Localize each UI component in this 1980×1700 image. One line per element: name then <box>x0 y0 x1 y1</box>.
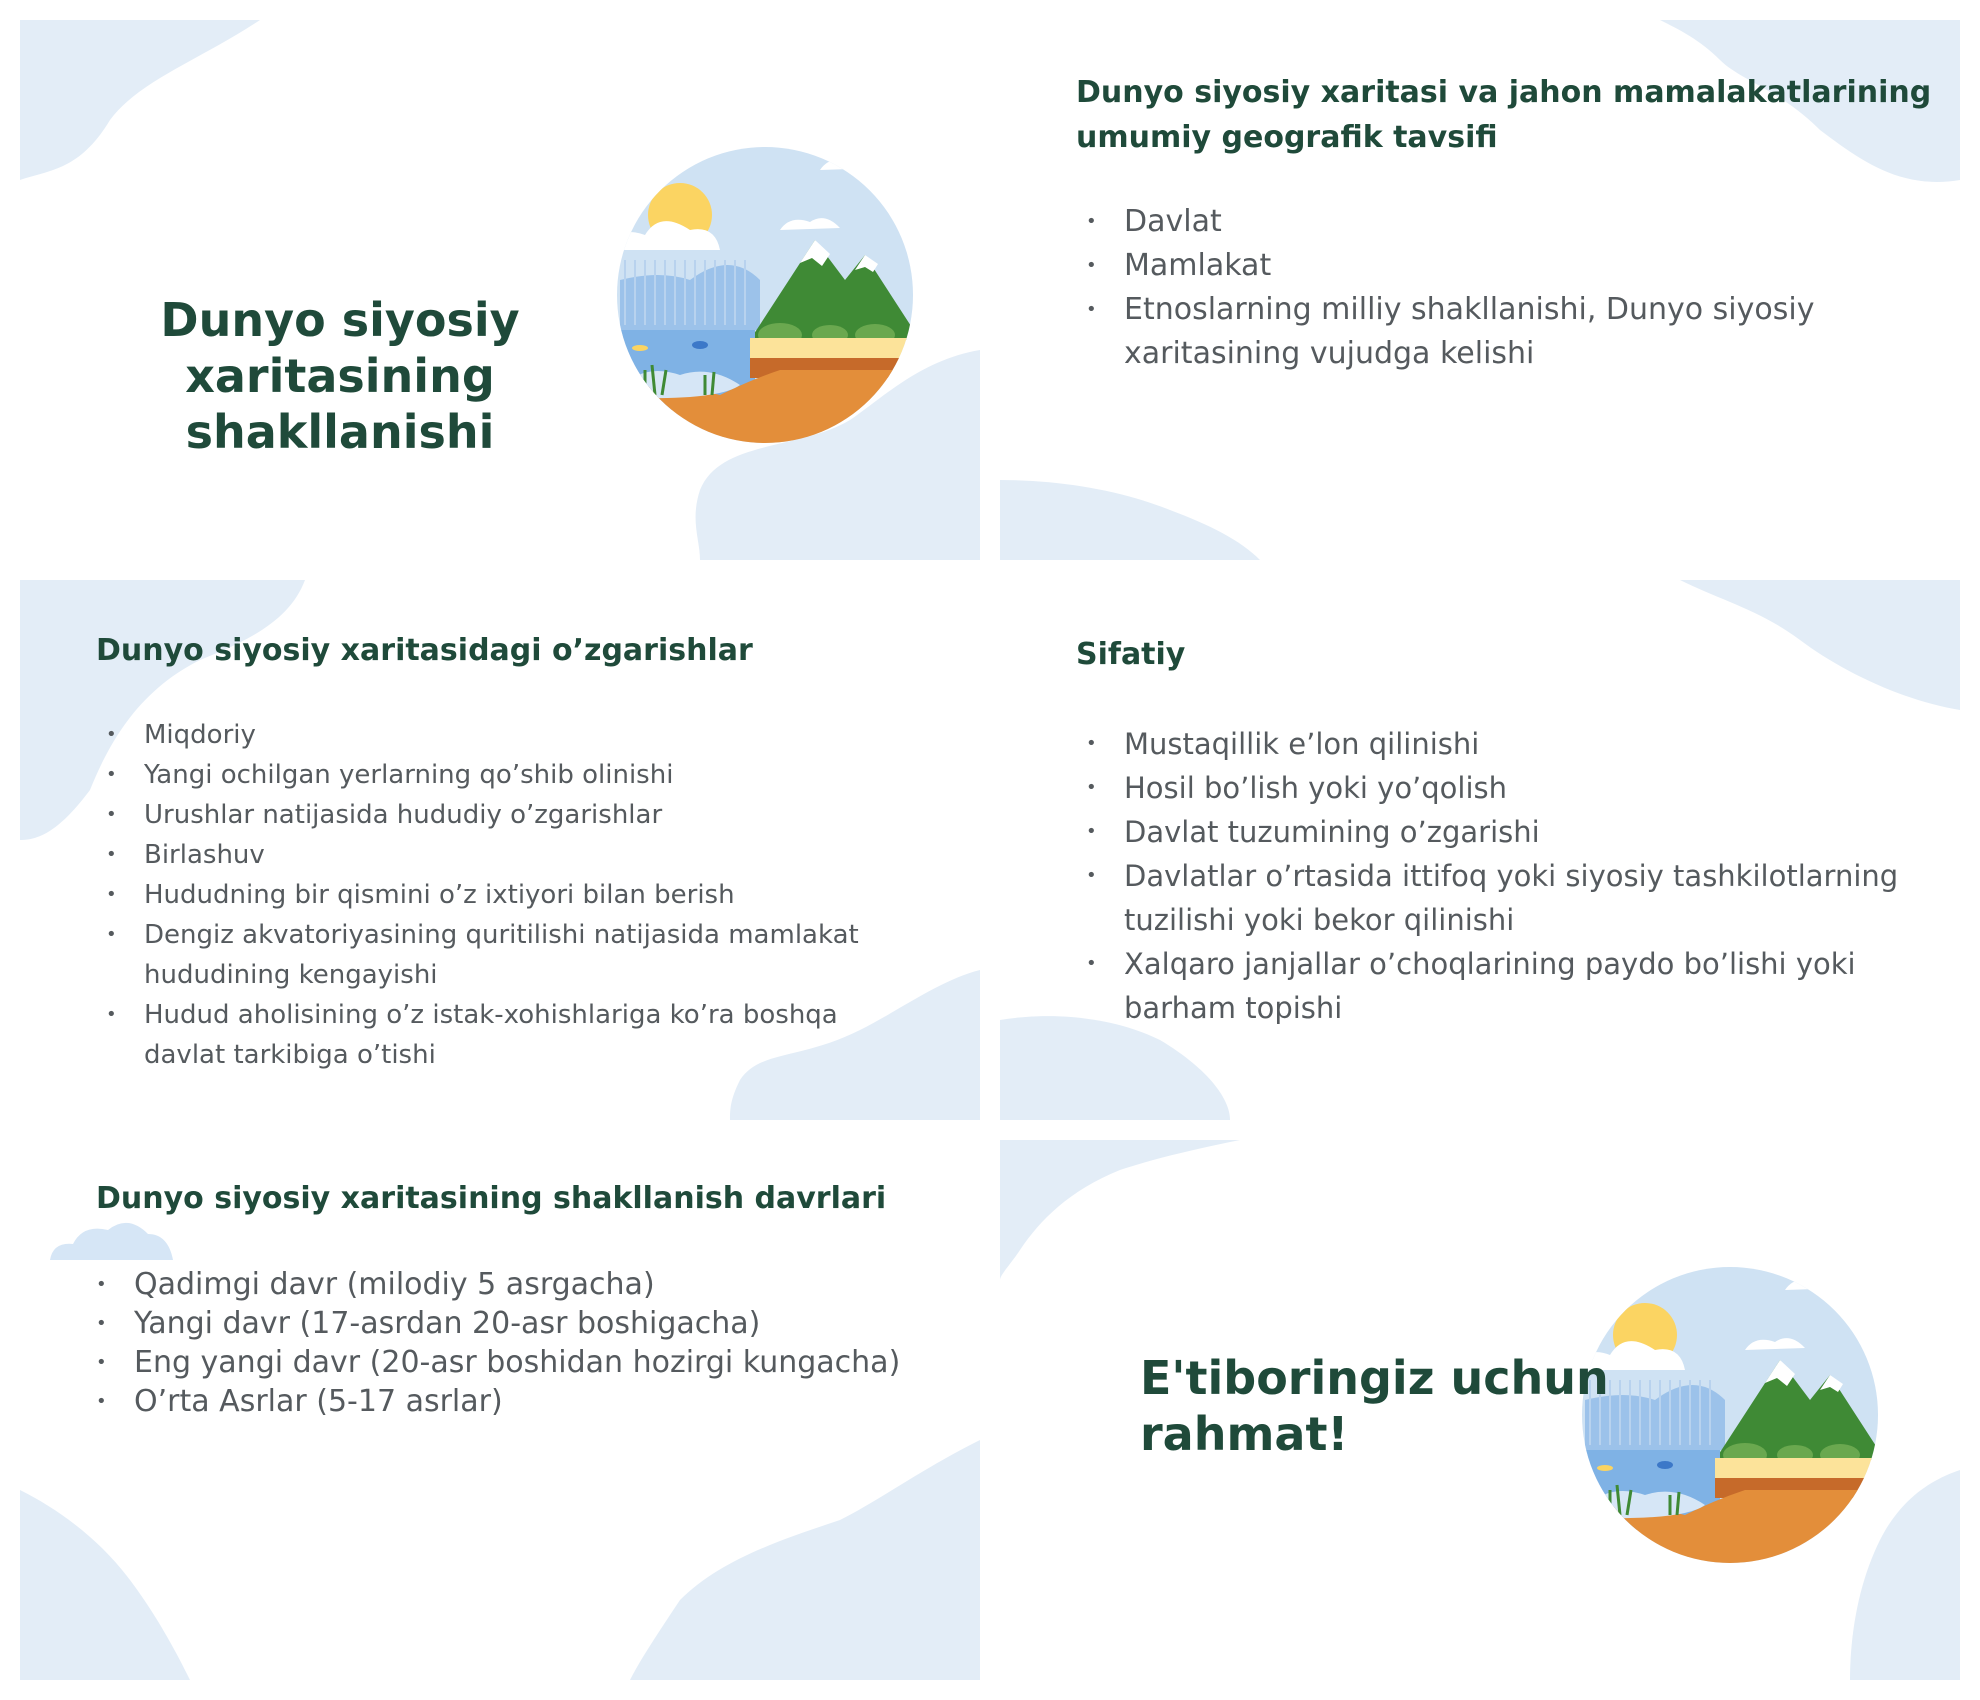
bullet-list <box>1086 722 1946 1030</box>
list-item: • Urushlar natijasida hududiy o’zgarishlar <box>106 795 966 835</box>
slide-title <box>1140 1350 1780 1462</box>
list-item: • Birlashuv <box>106 835 966 875</box>
heading-line: Dunyo siyosiy xaritasining shakllanish davrlari <box>96 1181 887 1216</box>
list-item: • Davlatlar o’rtasida ittifoq yoki siyosiy tashkilotlarning tuzilishi yoki bekor qilinishi <box>1086 854 1946 942</box>
list-item: • Eng yangi davr (20-asr boshidan hozirgi kungacha) <box>96 1343 956 1382</box>
list-item: • Mustaqillik e’lon qilinishi <box>1086 722 1946 766</box>
heading-line: Sifatiy <box>1076 637 1186 672</box>
landscape-illustration <box>600 130 930 460</box>
list-item: • Hudud aholisining o’z istak-xohishlariga ko’ra boshqa davlat tarkibiga o’tishi <box>106 995 966 1075</box>
slide-4 <box>1000 580 1960 1120</box>
slide-title <box>100 292 580 460</box>
list-item: • Qadimgi davr (milodiy 5 asrgacha) <box>96 1265 956 1304</box>
title-line: xaritasining <box>185 349 495 403</box>
slide-heading <box>1076 632 1936 677</box>
list-item: • Etnoslarning milliy shakllanishi, Dunyo siyosiy xaritasining vujudga kelishi <box>1086 288 1926 376</box>
slide-1 <box>20 20 980 560</box>
list-item: • Hududning bir qismini o’z ixtiyori bilan berish <box>106 875 966 915</box>
list-item: • Yangi ochilgan yerlarning qo’shib olinishi <box>106 755 966 795</box>
bullet-list <box>106 715 966 1075</box>
slide-2 <box>1000 20 1960 560</box>
heading-line: Dunyo siyosiy xaritasi va jahon mamalakatlarining <box>1076 75 1932 110</box>
list-item: • Dengiz akvatoriyasining quritilishi natijasida mamlakat hududining kengayishi <box>106 915 966 995</box>
slide-5 <box>20 1140 980 1680</box>
list-item: • Mamlakat <box>1086 244 1926 288</box>
slide-heading <box>96 1176 956 1221</box>
list-item: • O’rta Asrlar (5-17 asrlar) <box>96 1382 956 1421</box>
title-line: shakllanishi <box>185 405 495 459</box>
list-item: • Davlat <box>1086 200 1926 244</box>
list-item: • Hosil bo’lish yoki yo’qolish <box>1086 766 1946 810</box>
bullet-list <box>96 1265 956 1421</box>
slide-heading <box>96 628 956 673</box>
title-line: Dunyo siyosiy <box>160 293 520 347</box>
list-item: • Yangi davr (17-asrdan 20-asr boshigacha) <box>96 1304 956 1343</box>
list-item: • Xalqaro janjallar o’choqlarining paydo bo’lishi yoki barham topishi <box>1086 942 1946 1030</box>
bullet-list <box>1086 200 1926 376</box>
heading-line: umumiy geografik tavsifi <box>1076 120 1498 155</box>
list-item: • Davlat tuzumining o’zgarishi <box>1086 810 1946 854</box>
slide-3 <box>20 580 980 1120</box>
title-line: E'tiboringiz uchun rahmat! <box>1140 1351 1609 1461</box>
slide-heading <box>1076 70 1936 160</box>
heading-line: Dunyo siyosiy xaritasidagi o’zgarishlar <box>96 633 753 668</box>
list-item: • Miqdoriy <box>106 715 966 755</box>
slide-6 <box>1000 1140 1960 1680</box>
